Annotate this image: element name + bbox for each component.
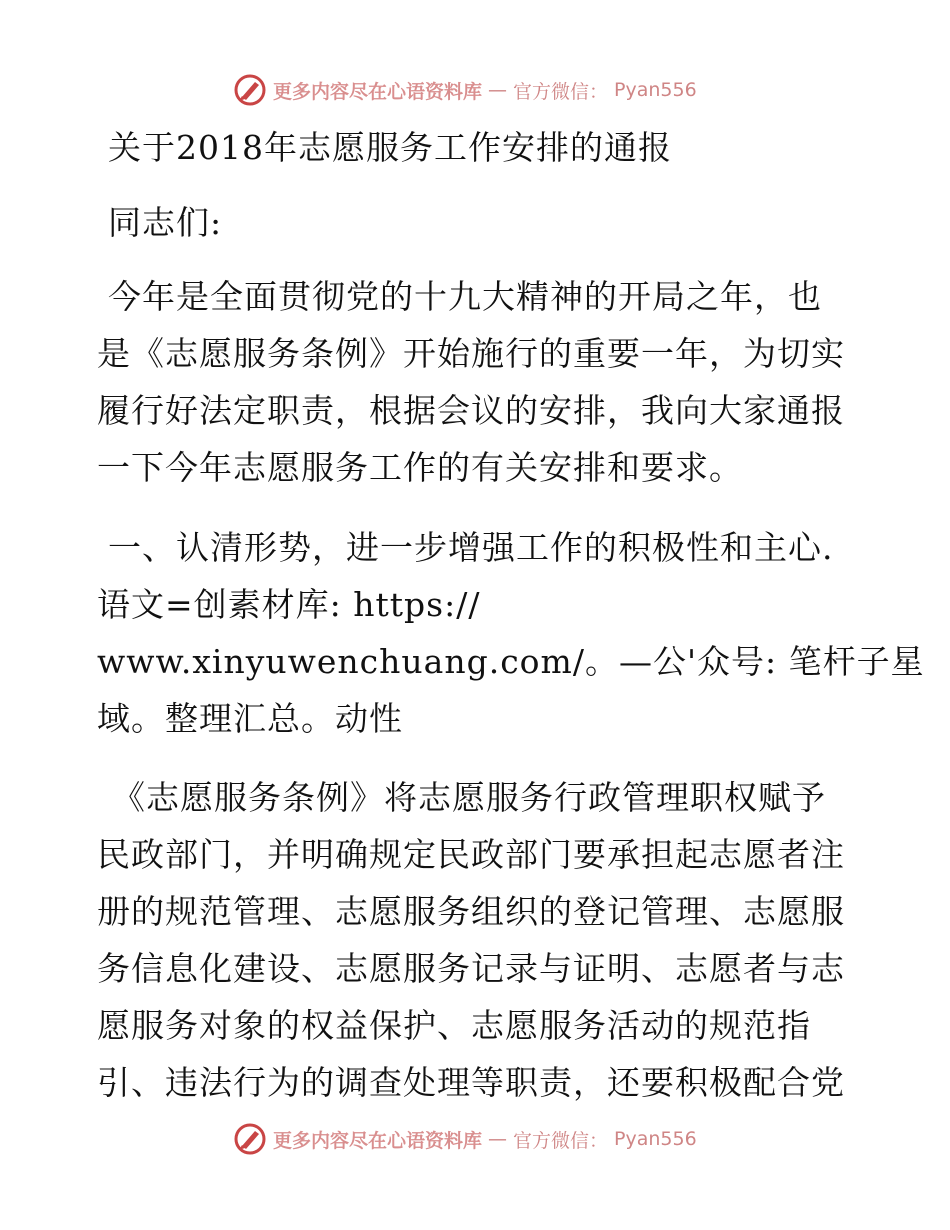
paragraph-2-line-2: 民政部门，并明确规定民政部门要承担起志愿者注 [97, 835, 845, 874]
watermark-promo-text: 更多内容尽在心语资料库 [273, 1129, 483, 1152]
pen-logo-icon [233, 1122, 267, 1156]
paragraph-1-line-3: 履行好法定职责，根据会议的安排，我向大家通报 [97, 391, 845, 430]
header-watermark [233, 72, 697, 108]
section-1-line-3: www.xinyuwenchuang.com/。—公'众号: 笔杆子星 [97, 642, 925, 681]
section-1-heading: 一、认清形势，进一步增强工作的积极性和主心. [108, 528, 834, 567]
watermark-separator: — [488, 1128, 508, 1150]
watermark-wechat-id: Pyan556 [614, 79, 697, 101]
watermark-wechat-id: Pyan556 [614, 1128, 697, 1150]
pen-logo-icon [233, 73, 267, 107]
section-1-line-4: 域。整理汇总。动性 [97, 699, 403, 738]
watermark-wechat-label: 官方微信： [513, 1129, 609, 1152]
paragraph-2-line-5: 愿服务对象的权益保护、志愿服务活动的规范指 [97, 1006, 811, 1045]
salutation: 同志们: [108, 203, 223, 242]
paragraph-1-line-1: 今年是全面贯彻党的十九大精神的开局之年，也 [108, 277, 822, 316]
paragraph-2-line-6: 引、违法行为的调查处理等职责，还要积极配合党 [97, 1063, 845, 1102]
watermark-separator: — [488, 79, 508, 101]
document-title: 关于2018年志愿服务工作安排的通报 [108, 128, 672, 167]
paragraph-1-line-4: 一下今年志愿服务工作的有关安排和要求。 [97, 448, 743, 487]
paragraph-1-line-2: 是《志愿服务条例》开始施行的重要一年，为切实 [97, 334, 845, 373]
paragraph-2-line-4: 务信息化建设、志愿服务记录与证明、志愿者与志 [97, 949, 845, 988]
footer-watermark [233, 1121, 697, 1157]
paragraph-2-line-3: 册的规范管理、志愿服务组织的登记管理、志愿服 [97, 892, 845, 931]
paragraph-2-line-1: 《志愿服务条例》将志愿服务行政管理职权赋予 [112, 778, 826, 817]
watermark-promo-text: 更多内容尽在心语资料库 [273, 80, 483, 103]
watermark-wechat-label: 官方微信： [513, 80, 609, 103]
section-1-line-2: 语文=创素材库: https:// [97, 585, 481, 624]
